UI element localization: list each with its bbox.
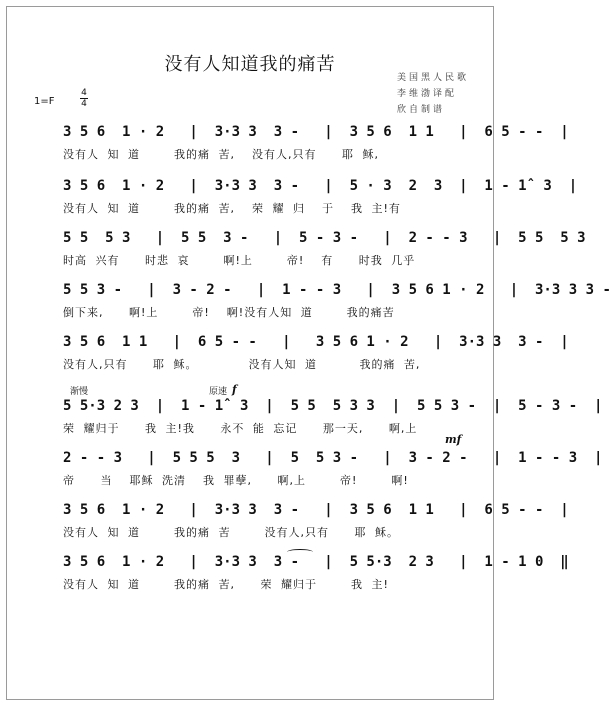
lyrics-line: 时高 兴有 时悲 哀 啊!上 帝! 有 时我 几乎 xyxy=(63,254,416,267)
notation-line: 5 5 3 - | 3 - 2 - | 1 - - 3 | 3 5 6 1 · 2 | 3·3 3 3 - xyxy=(63,282,611,298)
key-signature: 1=F xyxy=(34,96,55,107)
music-row-9 xyxy=(63,554,569,600)
notation-line: 5 5·3 2 3 | 1 - 1̂ 3 | 5 5 5 3 3 | 5 5 3 - | 5 - 3 - | xyxy=(63,398,603,414)
notation-line: 3 5 6 1 1 | 6 5 - - | 3 5 6 1 · 2 | 3·3 3 3 - | xyxy=(63,334,569,350)
song-title: 没有人知道我的痛苦 xyxy=(164,54,336,75)
time-signature-bottom: 4 xyxy=(81,99,87,109)
lyrics-line: 荣 耀归于 我 主!我 永不 能 忘记 那一天, 啊,上 xyxy=(63,422,418,435)
credit-origin: 美国黑人民歌 xyxy=(397,73,470,83)
lyrics-line: 帝 当 耶稣 洗清 我 罪孽, 啊,上 帝! 啊! xyxy=(63,474,409,487)
notation-line: 3 5 6 1 · 2 | 3·3 3 3 - | 5 5·3 2 3 | 1 - 1 0 ‖ xyxy=(63,554,569,570)
time-signature-top: 4 xyxy=(81,88,87,98)
notation-line: 3 5 6 1 · 2 | 3·3 3 3 - | 3 5 6 1 1 | 6 5 - - | xyxy=(63,124,569,140)
music-row-2 xyxy=(63,178,578,224)
music-row-1 xyxy=(63,124,569,170)
dynamic-mezzo-forte: mf xyxy=(445,433,462,446)
tempo-mark-original: 原速 xyxy=(209,387,228,397)
notation-line: 3 5 6 1 · 2 | 3·3 3 3 - | 5 · 3 2 3 | 1 - 1̂ 3 | xyxy=(63,178,578,194)
time-signature xyxy=(79,88,89,109)
lyrics-line: 倒下来, 啊!上 帝! 啊!没有人知 道 我的痛苦 xyxy=(63,306,395,319)
lyrics-line: 没有人 知 道 我的痛 苦, 没有人,只有 耶 稣, xyxy=(63,148,379,161)
tempo-mark-slower: 渐慢 xyxy=(70,387,89,397)
credit-translator: 李维渤译配 xyxy=(397,89,458,99)
notation-line: 2 - - 3 | 5 5 5 3 | 5 5 3 - | 3 - 2 - | 1 - - 3 | xyxy=(63,450,603,466)
music-row-8 xyxy=(63,502,569,548)
music-row-7 xyxy=(63,450,603,496)
lyrics-line: 没有人 知 道 我的痛 苦 没有人,只有 耶 稣。 xyxy=(63,526,399,539)
notation-line: 3 5 6 1 · 2 | 3·3 3 3 - | 3 5 6 1 1 | 6 5 - - | xyxy=(63,502,569,518)
notation-line: 5 5 5 3 | 5 5 3 - | 5 - 3 - | 2 - - 3 | 5 5 5 3 xyxy=(63,230,586,246)
lyrics-line: 没有人 知 道 我的痛 苦, 荣 耀 归 于 我 主!有 xyxy=(63,202,401,215)
music-row-4 xyxy=(63,282,611,328)
music-row-5 xyxy=(63,334,569,380)
credit-notation: 欣自制谱 xyxy=(397,105,446,115)
music-row-3 xyxy=(63,230,586,276)
music-row-6 xyxy=(63,398,603,444)
dynamic-forte: f xyxy=(232,383,237,396)
lyrics-line: 没有人 知 道 我的痛 苦, 荣 耀归于 我 主! xyxy=(63,578,389,591)
lyrics-line: 没有人,只有 耶 稣。 没有人知 道 我的痛 苦, xyxy=(63,358,421,371)
